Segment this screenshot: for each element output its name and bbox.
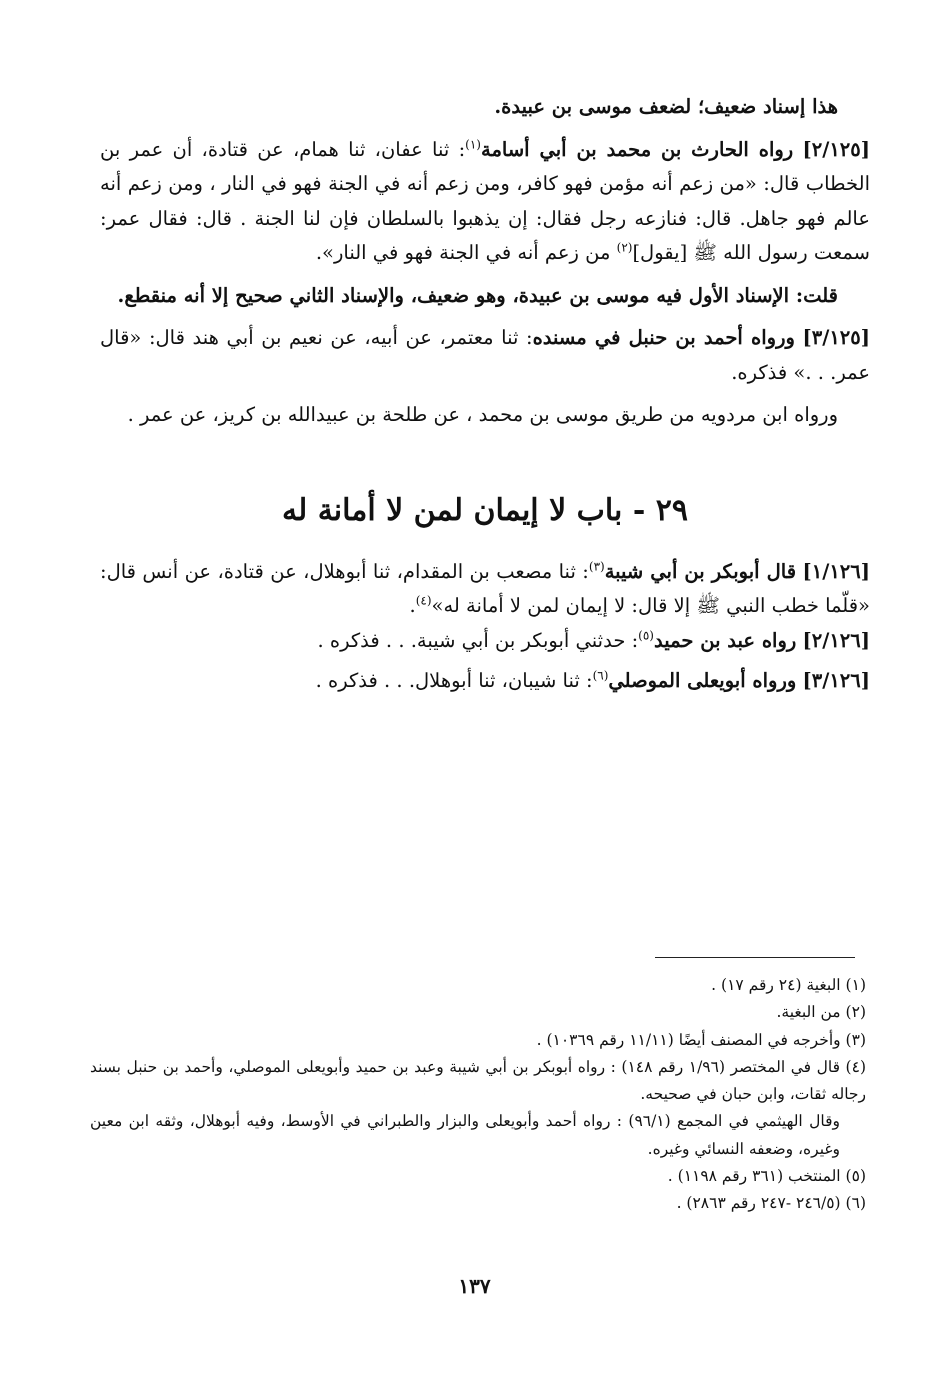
hadith-ref: [٣/١٢٥] — [802, 326, 870, 349]
chapter-title: باب لا إيمان لمن لا أمانة له — [282, 492, 623, 528]
hadith-ref: [٣/١٢٦] — [802, 669, 870, 692]
footnote-item: (٤) قال في المختصر (١/٩٦ رقم ١٤٨) : رواه أبوبكر بن أبي شيبة وعبد بن حميد وأبويعلى الموصلي، وأحمد بن حنبل بسند رجاله ثقات، وابن حبان في صحيحه. — [90, 1057, 866, 1104]
hadith-lead: رواه عبد بن حميد — [653, 628, 797, 652]
paragraph-3: قلت: الإسناد الأول فيه موسى بن عبيدة، وهو ضعيف، والإسناد الثاني صحيح إلا أنه منقطع. — [117, 283, 838, 307]
hadith-2: [٢/١٢٦] رواه عبد بن حميد$^{(٥)}$: حدثني أبوبكر بن أبي شيبة. . . فذكره . — [317, 628, 870, 652]
footnote-item: (٢) من البغية. — [776, 1003, 866, 1022]
footnote-ref[interactable]: (٦) — [592, 668, 609, 683]
footnote-item: (٦) (٢٤٦/٥ -٢٤٧ رقم ٢٨٦٣) . — [676, 1194, 866, 1213]
footnote-ref[interactable]: (٣) — [588, 559, 605, 573]
footnote-divider — [655, 957, 855, 958]
hadith-ref: [٢/١٢٥] — [802, 137, 870, 161]
hadith-3: [٣/١٢٦] ورواه أبويعلى الموصلي$^{(٦)}$: ثنا شيبان، ثنا أبوهلال. . . فذكره . — [315, 668, 870, 692]
footnote-item: (٣) وأخرجه في المصنف أيضًا (١١/١١ رقم ١٠٣٦٩) . — [536, 1030, 866, 1049]
chapter-number: ٢٩ — [655, 492, 688, 528]
footnote-ref[interactable]: (٤) — [415, 593, 432, 608]
main-text — [100, 90, 870, 707]
hadith-lead: قال أبوبكر بن أبي شيبة — [604, 559, 797, 583]
paragraph-1: هذا إسناد ضعيف؛ لضعف موسى بن عبيدة. — [494, 95, 838, 118]
page-number: ١٣٧ — [458, 1274, 491, 1298]
footnote-continuation: وقال الهيثمي في المجمع (٩٦/١) : رواه أحمد وأبويعلى والبزار والطبراني في الأوسط، وفيه أبوهلال، وثقه ابن معين وغيره، وضعفه النسائي وغيره. — [90, 1112, 840, 1158]
paragraph-4: [٣/١٢٥] ورواه أحمد بن حنبل في مسنده: ثنا معتمر، عن أبيه، عن نعيم بن أبي هند قال: «قال عمر. . .» فذكره. — [100, 326, 870, 384]
footnote-ref[interactable]: (٥) — [638, 628, 654, 642]
footnote-ref[interactable]: (١) — [465, 137, 481, 151]
paragraph-2: [٢/١٢٥] رواه الحارث بن محمد بن أبي أسامة$^{(١)}$: ثنا عفان، ثنا همام، عن قتادة، أن عمر بن الخطاب قال: «من زعم أنه مؤمن فهو كافر، ومن زعم أنه في الجنة فهو في النار ، ومن زعم أنه عالم فهو جاهل. قال: فنازعه رجل فقال: إن يذهبوا بالسلطان فإن لنا الجنة . قال: فقال عمر: سمعت رسول الله ﷺ [يقول]$^{(٢)}$ من زعم أنه في الجنة فهو في النار». — [100, 137, 870, 264]
footnote-ref[interactable]: (٢) — [616, 240, 633, 255]
hadith-lead: ورواه أبويعلى الموصلي — [608, 669, 797, 692]
footnote-item: (٥) المنتخب (٣٦١ رقم ١١٩٨) . — [667, 1167, 866, 1186]
hadith-1: [١/١٢٦] قال أبوبكر بن أبي شيبة$^{(٣)}$: ثنا مصعب بن المقدام، ثنا أبوهلال، عن قتادة، عن أنس قال: «قلّما خطب النبي ﷺ إلا قال: لا إيمان لمن لا أمانة له»$^{(٤)}$. — [100, 559, 870, 617]
chapter-heading: ٢٩ - باب لا إيمان لمن لا أمانة له — [282, 492, 688, 528]
hadith-lead: ورواه أحمد بن حنبل في مسنده — [532, 326, 795, 349]
footnotes — [90, 972, 866, 1218]
footnote-item: (١) البغية (٢٤ رقم ١٧) . — [711, 976, 866, 994]
hadith-ref: [٢/١٢٦] — [802, 628, 870, 652]
paragraph-5: ورواه ابن مردويه من طريق موسى بن محمد ، عن طلحة بن عبيدالله بن كريز، عن عمر . — [127, 403, 838, 426]
hadith-lead: رواه الحارث بن محمد بن أبي أسامة — [480, 137, 794, 161]
hadith-ref: [١/١٢٦] — [802, 559, 870, 583]
